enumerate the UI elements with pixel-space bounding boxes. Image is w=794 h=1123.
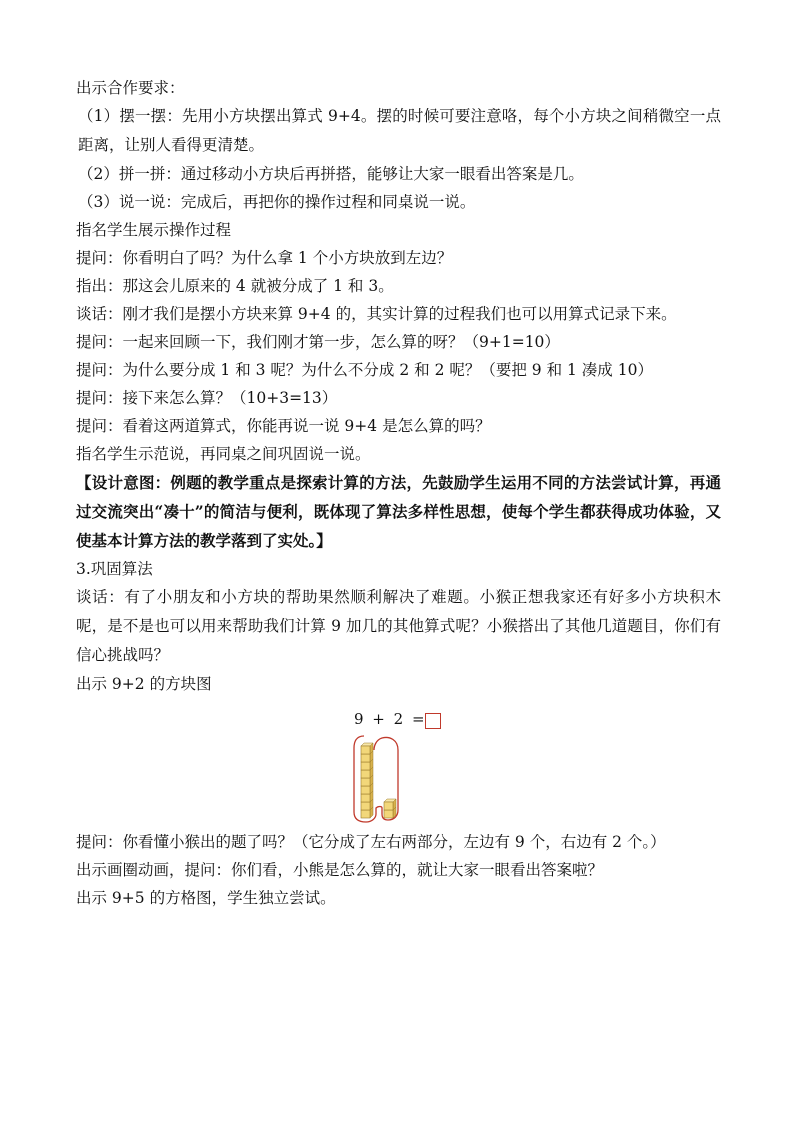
- paragraph: 谈话：刚才我们是摆小方块来算 9+4 的，其实计算的过程我们也可以用算式记录下来。: [76, 305, 677, 323]
- unit-block: [361, 762, 370, 770]
- paragraph: （2）拼一拼：通过移动小方块后再拼搭，能够让大家一眼看出答案是几。: [78, 165, 584, 183]
- unit-block: [384, 810, 393, 818]
- unit-block: [361, 802, 370, 810]
- unit-block: [361, 754, 370, 762]
- figure-equation: 9 + 2 =: [354, 710, 427, 728]
- paragraph: （1）摆一摆：先用小方块摆出算式 9+4。摆的时候可要注意咯，每个小方块之间稍微空一点距离，让别人看得更清楚。: [78, 107, 721, 154]
- right-block-column: [384, 799, 396, 818]
- paragraph: 出示合作要求：: [76, 79, 185, 97]
- paragraph: 谈话：有了小朋友和小方块的帮助果然顺利解决了难题。小猴正想我家还有好多小方块积木呢，是不是也可以用来帮助我们计算 9 加几的其他算式呢？小猴搭出了其他几道题目，你们有信心挑战吗？: [76, 588, 721, 664]
- paragraph: 提问：你看懂小猴出的题了吗？（它分成了左右两部分，左边有 9 个，右边有 2 个。）: [76, 833, 666, 851]
- paragraph: 提问：你看明白了吗？为什么拿 1 个小方块放到左边？: [76, 249, 453, 267]
- unit-block: [361, 794, 370, 802]
- design-intent-note: 【设计意图：例题的教学重点是探索计算的方法，先鼓励学生运用不同的方法尝试计算，再通过交流突出“凑十”的简洁与便利，既体现了算法多样性思想，使每个学生都获得成功体验，又使基本计算方法的教学落到了实处。】: [76, 473, 721, 550]
- answer-box: [425, 713, 441, 729]
- block-stacks-illustration: [346, 734, 436, 824]
- section-heading: 3.巩固算法: [76, 560, 153, 578]
- unit-block: [384, 802, 393, 810]
- left-block-column: [361, 743, 373, 818]
- paragraph: 指名学生示范说，再同桌之间巩固说一说。: [76, 445, 371, 463]
- document-page: [76, 74, 721, 912]
- unit-block: [361, 770, 370, 778]
- paragraph: 指名学生展示操作过程: [76, 221, 232, 239]
- paragraph: 提问：为什么要分成 1 和 3 呢？为什么不分成 2 和 2 呢？（要把 9 和 1 凑成 10）: [76, 361, 653, 379]
- paragraph: 出示画圈动画，提问：你们看，小熊是怎么算的，就让大家一眼看出答案啦？: [76, 861, 604, 879]
- unit-block: [361, 810, 370, 818]
- paragraph: 出示 9+2 的方块图: [76, 675, 212, 693]
- unit-block: [361, 746, 370, 754]
- block-figure: [76, 704, 721, 824]
- paragraph: 出示 9+5 的方格图，学生独立尝试。: [76, 889, 336, 907]
- unit-block: [361, 786, 370, 794]
- paragraph: 提问：一起来回顾一下，我们刚才第一步，怎么算的呀？（9+1=10）: [76, 333, 560, 351]
- paragraph: 指出：那这会儿原来的 4 就被分成了 1 和 3。: [76, 277, 394, 295]
- paragraph: 提问：看着这两道算式，你能再说一说 9+4 是怎么算的吗？: [76, 417, 491, 435]
- unit-block: [361, 778, 370, 786]
- paragraph: （3）说一说：完成后，再把你的操作过程和同桌说一说。: [78, 193, 476, 211]
- paragraph: 提问：接下来怎么算？（10+3=13）: [76, 389, 338, 407]
